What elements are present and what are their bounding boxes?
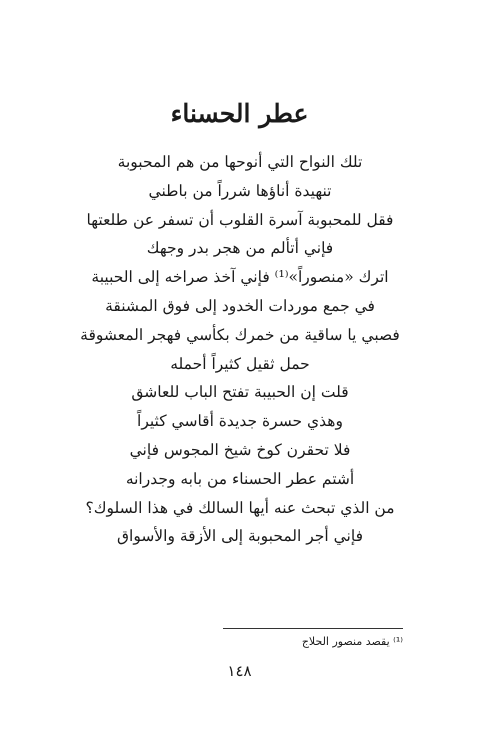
footnote-divider <box>223 628 403 629</box>
poem-title: عطر الحسناء <box>170 99 309 128</box>
footnote: ⁽¹⁾ يقصد منصور الحلاج <box>301 635 403 648</box>
poem-line: حمل ثقيل كثيراً أحمله <box>170 354 310 373</box>
poem-line: تنهيدة أناؤها شرراً من باطني <box>148 181 332 200</box>
poem-line: تلك النواح التي أنوحها من هم المحبوبة <box>117 153 363 171</box>
page-number: ١٤٨ <box>227 662 252 680</box>
poem-line: أشتم عطر الحسناء من بابه وجدرانه <box>125 469 355 488</box>
poem-line: فقل للمحبوبة آسرة القلوب أن تسفر عن طلعتها <box>86 210 394 229</box>
poem-line: فإني أتألم من هجر بدر وجهك <box>146 239 334 258</box>
poem-line: فصبي يا ساقية من خمرك بكأسي فهجر المعشوقة <box>80 325 400 344</box>
poem-line: وهذي حسرة جديدة أقاسي كثيراً <box>137 412 343 431</box>
poem-line: اترك «منصوراً»⁽¹⁾ فإني آخذ صراخه إلى الحبيبة <box>91 268 389 287</box>
poem-body <box>60 148 420 551</box>
poem-line: في جمع موردات الخدود إلى فوق المشنقة <box>105 296 375 315</box>
poem-line: فإني أجر المحبوبة إلى الأزقة والأسواق <box>116 527 363 546</box>
poem-line: قلت إن الحبيبة تفتح الباب للعاشق <box>131 383 349 402</box>
poem-line: فلا تحقرن كوخ شيخ المجوس فإني <box>129 440 351 459</box>
poem-line: من الذي تبحث عنه أيها السالك في هذا السلوك؟ <box>85 498 395 517</box>
